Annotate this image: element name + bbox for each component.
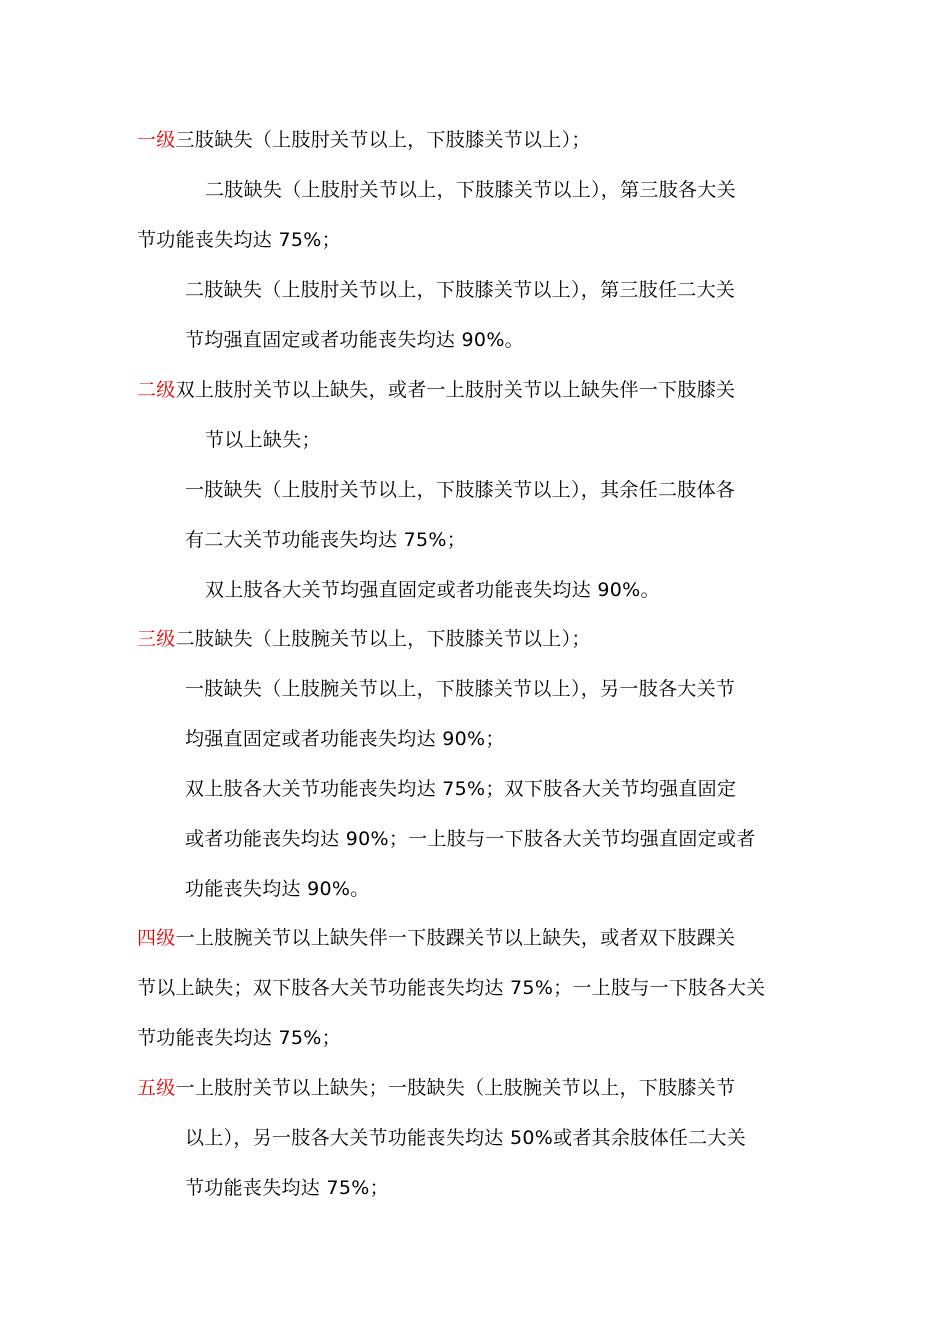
level-5-line-1: [137, 1076, 735, 1100]
level-3-line-5: 或者功能丧失均达 90%；一上肢与一下肢各大关节均强直固定或者: [185, 828, 756, 850]
level-1-line-5: 节均强直固定或者功能丧失均达 90%。: [185, 329, 524, 351]
line-text: 三肢缺失（上肢肘关节以上，下肢膝关节以上）；: [175, 129, 591, 151]
line-text: 双上肢肘关节以上缺失，或者一上肢肘关节以上缺失伴一下肢膝关: [175, 379, 736, 401]
level-1-line-4: 二肢缺失（上肢肘关节以上，下肢膝关节以上），第三肢任二大关: [185, 279, 736, 301]
level-label: 一级: [137, 129, 176, 151]
level-label: 四级: [137, 927, 176, 949]
level-2-line-5: 双上肢各大关节均强直固定或者功能丧失均达 90%。: [205, 579, 660, 601]
level-label: 三级: [137, 628, 176, 650]
level-2-line-4: 有二大关节功能丧失均达 75%；: [185, 529, 467, 551]
line-text: 一上肢肘关节以上缺失；一肢缺失（上肢腕关节以上，下肢膝关节: [175, 1077, 736, 1099]
level-1-line-2: 二肢缺失（上肢肘关节以上，下肢膝关节以上），第三肢各大关: [205, 179, 736, 201]
level-4-line-1: [137, 926, 735, 950]
level-2-line-3: 一肢缺失（上肢肘关节以上，下肢膝关节以上），其余任二肢体各: [185, 479, 736, 501]
level-2-line-2: 节以上缺失；: [205, 429, 321, 451]
level-3-line-6: 功能丧失均达 90%。: [185, 878, 370, 900]
level-4-line-2: 节以上缺失；双下肢各大关节功能丧失均达 75%；一上肢与一下肢各大关: [137, 977, 766, 999]
level-3-line-1: [137, 627, 591, 651]
level-3-line-4: 双上肢各大关节功能丧失均达 75%；双下肢各大关节均强直固定: [185, 778, 737, 800]
line-text: 二肢缺失（上肢腕关节以上，下肢膝关节以上）；: [175, 628, 591, 650]
level-label: 二级: [137, 379, 176, 401]
level-label: 五级: [137, 1077, 176, 1099]
level-5-line-3: 节功能丧失均达 75%；: [185, 1177, 389, 1199]
line-text: 一上肢腕关节以上缺失伴一下肢踝关节以上缺失，或者双下肢踝关: [175, 927, 736, 949]
level-3-line-3: 均强直固定或者功能丧失均达 90%；: [185, 728, 505, 750]
level-4-line-3: 节功能丧失均达 75%；: [137, 1027, 341, 1049]
level-2-line-1: [137, 378, 735, 402]
level-5-line-2: 以上），另一肢各大关节功能丧失均达 50%或者其余肢体任二大关: [185, 1127, 747, 1149]
level-3-line-2: 一肢缺失（上肢腕关节以上，下肢膝关节以上），另一肢各大关节: [185, 678, 736, 700]
level-1-line-3: 节功能丧失均达 75%；: [137, 229, 341, 251]
level-1-line-1: [137, 128, 591, 152]
